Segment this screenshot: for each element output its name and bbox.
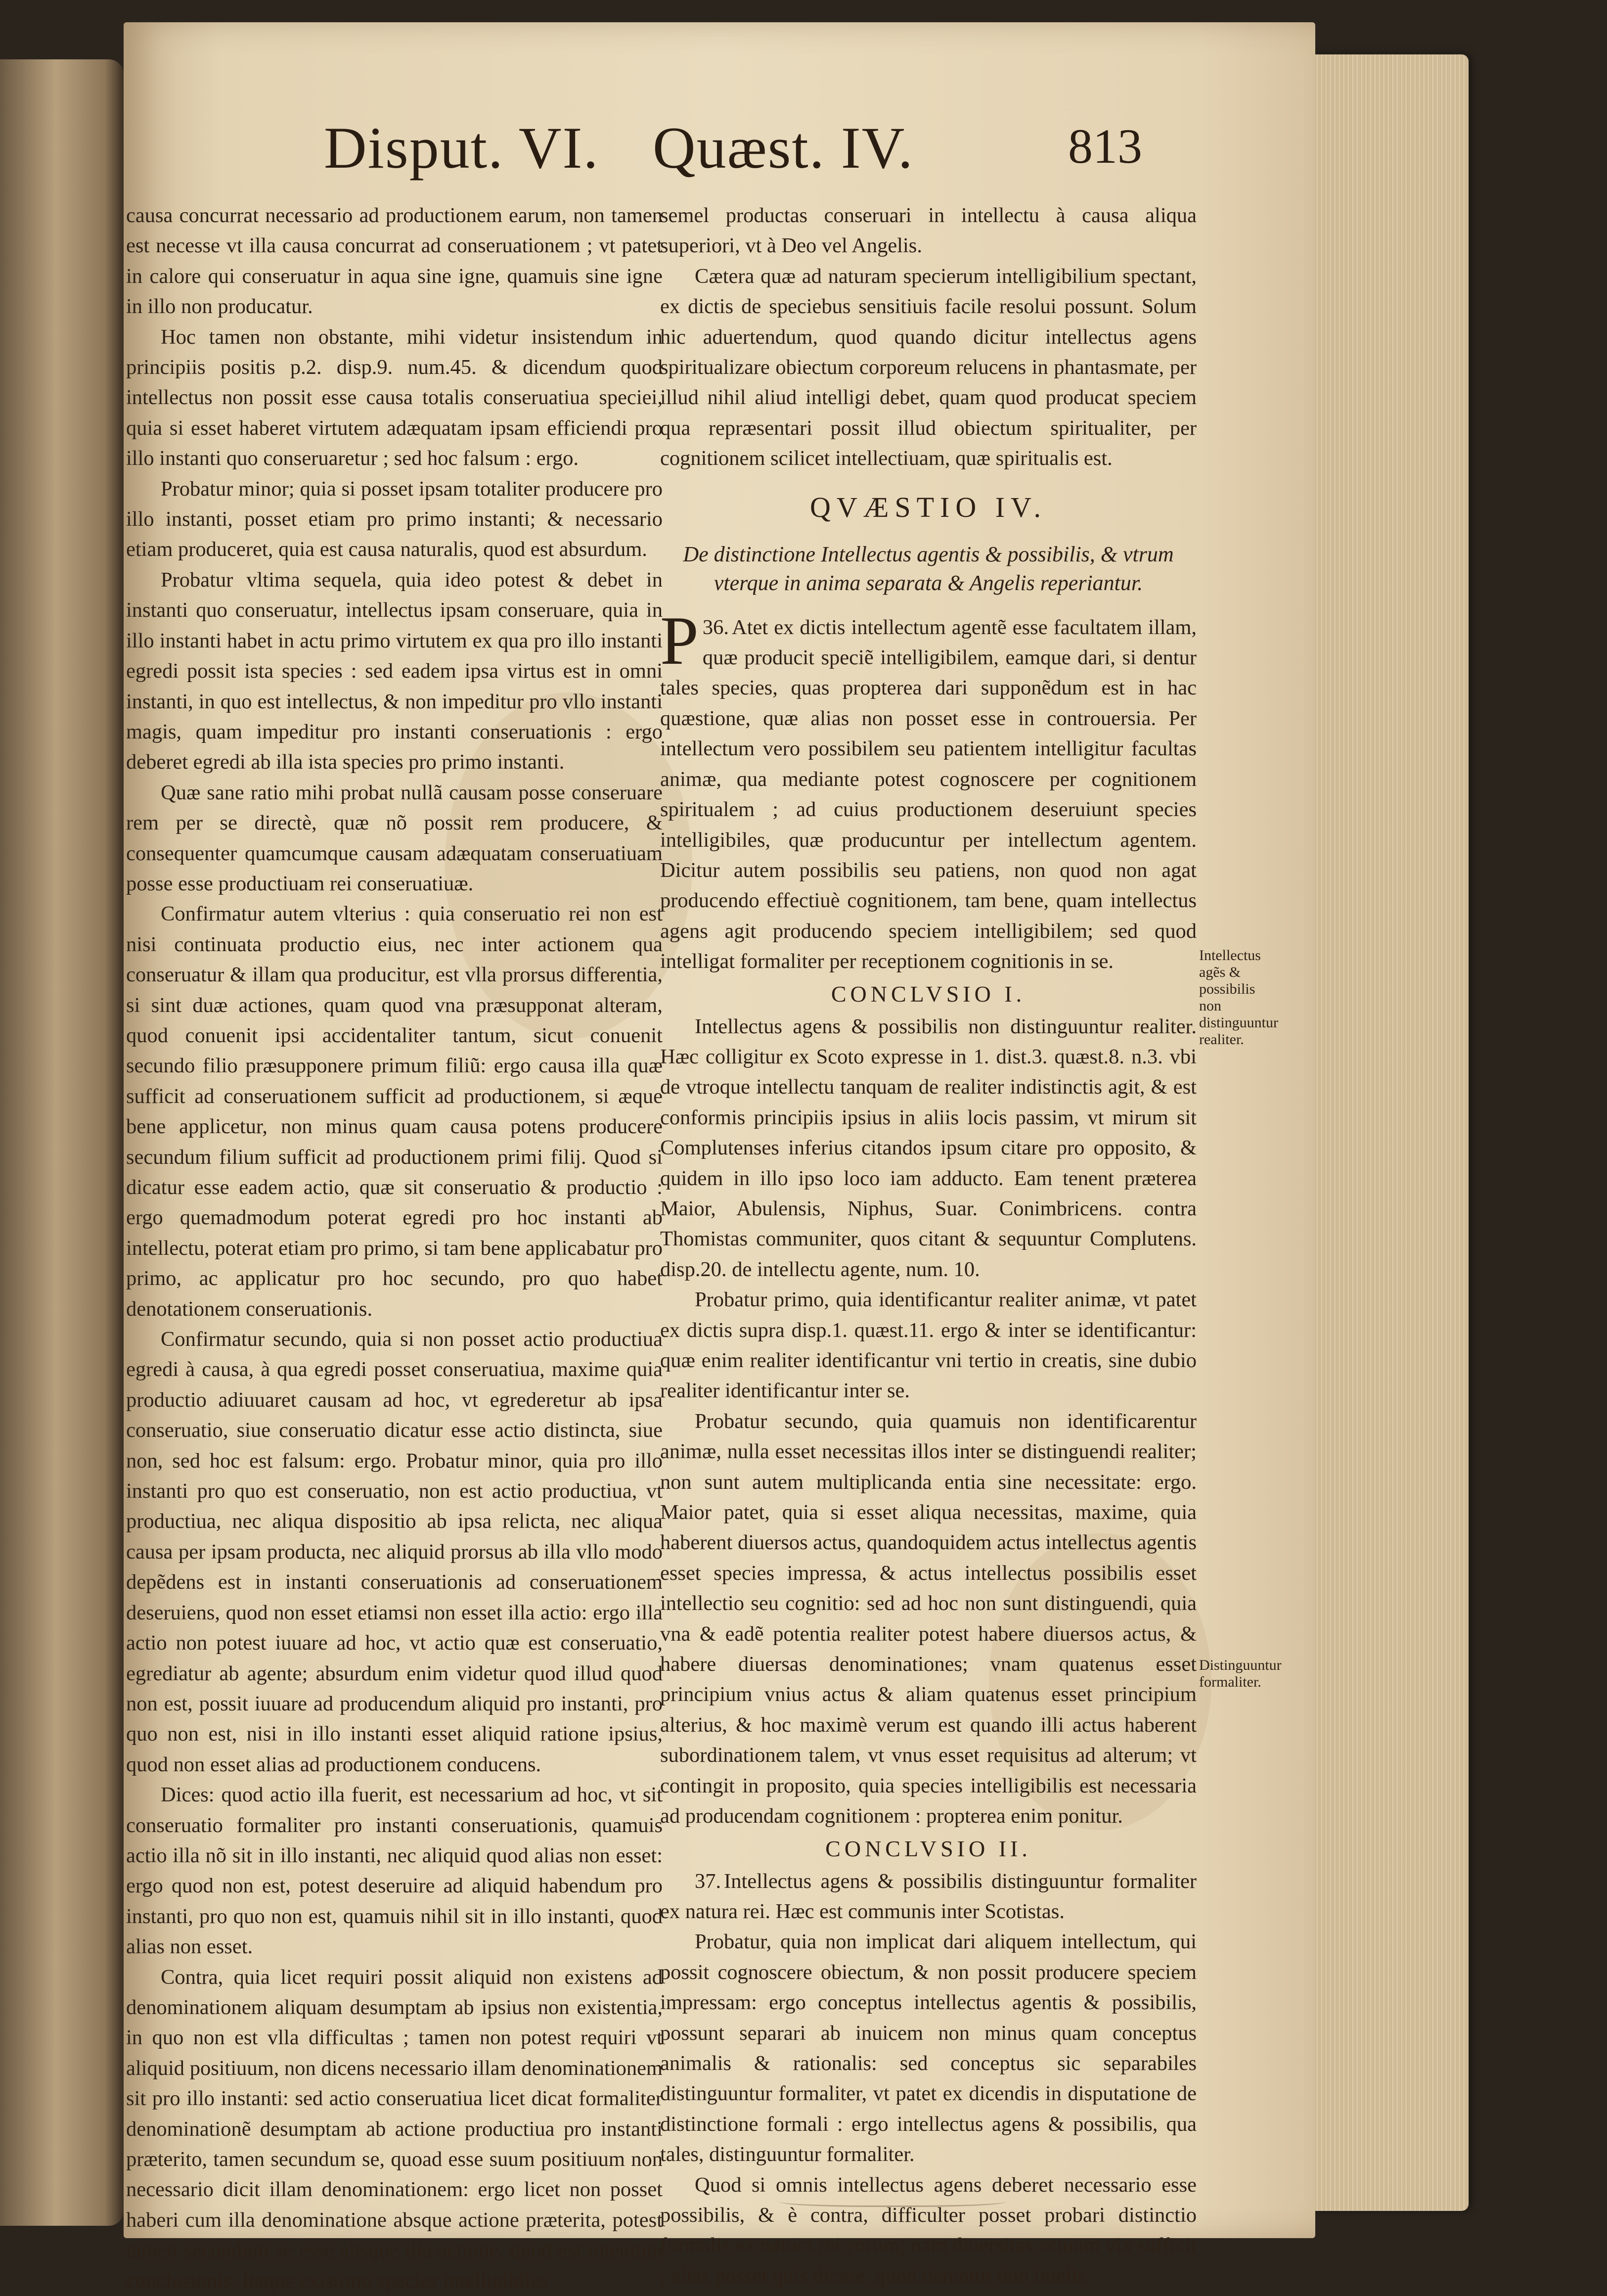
paragraph-number: 36. bbox=[702, 615, 729, 639]
paragraph: Hoc tamen non obstante, mihi videtur insistendum in principiis positis p.2. disp.9. num.45. & dicendum quod intellectus non possit esse causa totalis conseruatiua speciei, quia si esset haberet virtutem adæquatam ipsam efficiendi pro illo instanti quo conseruaretur ; sed hoc falsum : ergo. bbox=[126, 325, 663, 470]
paragraph: Quod si omnis intellectus agens deberet necessario esse possibilis, & è contra, difficulter posset probari distinctio formalis ex natura rei eorum; nam diuersitas actuum vix sufficit ; alias posset quis dicere, quod darentur duo intelle bbox=[660, 2173, 1197, 2288]
paragraph: causa concurrat necessario ad productionem earum, non tamen est necesse vt illa causa concurrat ad conseruationem ; vt patet in calore qui conseruatur in aqua sine igne, quamuis sine igne in illo non producatur. bbox=[126, 204, 663, 319]
paragraph: Probatur, quia non implicat dari aliquem intellectum, qui possit cognoscere obiectum, & non possit producere speciem impressam: ergo conceptus intellectus agentis & possibilis, possunt separari ab inuicem non minus quam conceptus animalis & rationalis: sed conceptus sic separabiles distinguuntur formaliter, vt patet ex dicendis in disputatione de distinctione formali : ergo intellectus agens & possibilis, qua tales, distinguuntur formaliter. bbox=[660, 1930, 1197, 2166]
conclusio-2-title: CONCLVSIO II. bbox=[825, 1836, 1031, 1861]
paragraph: Intellectus agens & possibilis non distinguuntur realiter. Hæc colligitur ex Scoto expresse in 1. dist.3. quæst.8. n.3. vbi de vtroque intellectu tanquam de realiter indistinctis agit, & est conformis principiis ipsius in aliis locis passim, vt mirum sit Complutenses inferius citandos ipsum citare pro opposito, & quidem in illo ipso loco iam adducto. Eam tenent præterea Maior, Abulensis, Niphus, Suar. Conimbricens. contra Thomistas communiter, quos citant & sequuntur Complutens. disp.20. de intellectu agente, num. 10. bbox=[660, 1014, 1197, 1281]
paragraph-36 bbox=[660, 602, 1197, 977]
paragraph: Confirmatur secundo, quia si non posset actio productiua egredi à causa, à qua egredi posset conseruatiua, maxime quia productio adiuuaret causam ad hoc, vt egrederetur ab ipsa conseruatio, siue conseruatio dicatur esse actio distincta, siue non, sed hoc est falsum: ergo. Probatur minor, quia pro illo instanti pro quo est conseruatio, non est actio productiua, vt productiua, nec aliqua dispositio ab ipsa relicta, nec aliqua causa per ipsam producta, nec aliquid prorsus ab illa vllo modo depẽdens est in instanti conseruationis ad conseruationem deseruiens, quod non esset etiamsi non esset illa actio: ergo illa actio non potest iuuare ad hoc, vt actio quæ est conseruatio, egrediatur ab agente; absurdum enim videtur quod illud quod non est, possit iuuare ad producendum aliquid pro instanti, pro quo non est, nisi in illo instanti esset aliquid ratione ipsius, quod non esset alias ad productionem conducens. bbox=[126, 1328, 663, 1776]
running-header bbox=[0, 114, 1607, 188]
paragraph-number: 37. bbox=[695, 1869, 721, 1893]
paragraph-text: Atet ex dictis intellectum agentẽ esse facultatem illam, quæ producit speciẽ intelligibilem, eamque dari, si dentur tales species, quas propterea dari supponẽdum est in hac quæstione, quæ alias non posset esse in controuersia. Per intellectum vero possibilem seu patientem intelligitur facultas animæ, qua mediante potest cognoscere per cognitionem spiritualem ; ad cuius productionem deseruiunt species intelligibiles, quæ producuntur per intellectum agentem. Dicitur autem possibilis seu patiens, non quod non agat producendo effectiuè cognitionem, tam bene, quam intellectus agens agit producendo speciem intelligibilem; sed quod intelligat formaliter per receptionem cognitionis in se. bbox=[660, 615, 1197, 973]
paragraph: Cætera quæ ad naturam specierum intelligibilium spectant, ex dictis de speciebus sensitiuis facile resolui possunt. Solum hic aduertendum, quod quando dicitur intellectus agens spiritualizare obiectum corporeum relucens in phantasmate, per illud nihil aliud intelligi debet, quam quod producat speciem qua repræsentari possit illud obiectum spiritualiter, per cognitionem scilicet intellectiuam, quæ spiritualis est. bbox=[660, 264, 1197, 470]
paragraph: Quæ sane ratio mihi probat nullã causam posse conseruare rem per se directè, quæ nõ possit rem producere, & consequenter quamcumque causam adæquatam conseruatiuam posse esse productiuam rei conseruatiuæ. bbox=[126, 781, 663, 895]
paragraph: Probatur secundo, quia quamuis non identificarentur animæ, nulla esset necessitas illos inter se distinguendi realiter; non sunt autem multiplicanda entia sine necessitate: ergo. Maior patet, quia si esset aliqua necessitas, maxime, quia haberent diuersos actus, quandoquidem actus intellectus agentis esset species impressa, & actus intellectus possibilis esset intellectio seu cognitio: sed ad hoc non sunt distinguendi, quia vna & eadẽ potentia realiter potest habere diuersos actus, & habere diuersas denominationes; vnam quatenus esset principium vnius actus & aliam quatenus esset principium alterius, & hoc maximè verum est quando illi actus haberent subordinationem talem, vt vnus esset requisitus ad alterum; vt contingit in proposito, quia species intelligibilis est necessaria ad producendam cognitionem : propterea enim ponitur. bbox=[660, 1409, 1197, 1828]
question-title: QVÆSTIO IV. bbox=[810, 491, 1047, 523]
left-page-edge bbox=[0, 59, 124, 2226]
margin-note: Distinguuntur formaliter. bbox=[1199, 1657, 1282, 1690]
paragraph-text: Intellectus agens & possibilis distinguuntur formaliter ex natura rei. Hæc est communis inter Scotistas. bbox=[660, 1869, 1197, 1923]
paragraph: Contra, quia licet requiri possit aliquid non existens ad denominationem aliquam desumptam ab ipsius non existentia, in quo non est vlla difficultas ; tamen non potest requiri vt aliquid positiuum, non dicens necessario illam denominationem sit pro illo instanti: sed actio conseruatiua licet dicat formaliter denominationẽ desumptam ab actione productiua pro instanti præterito, tamen secundum se, quoad esse suum positiuum non necessario dicit illam denominationem: ergo licet non posset haberi cum illa denominatione absque actione præterita, potest tamen secundum se esse absque illa actione, quod est intentum conclusionis. Itaque existimo species intelligibiles bbox=[126, 1965, 663, 2293]
margin-note: Intellectus agẽs & possibilis non distinguuntur realiter. bbox=[1199, 947, 1279, 1048]
paragraph: Dices: quod actio illa fuerit, est necessarium ad hoc, vt sit conseruatio formaliter pro instanti conseruationis, quamuis actio illa nõ sit in illo instanti, nec aliquid quod alias non esset: ergo quod non est, potest deseruire ad aliquid habendum pro instanti, pro quo non est, quamuis nihil sit in illo instanti, quod alias non esset. bbox=[126, 1783, 663, 1959]
question-subtitle: De distinctione Intellectus agentis & possibilis, & vtrum vterque in anima separata & Angelis reperiantur. bbox=[683, 542, 1174, 595]
paragraph: Probatur vltima sequela, quia ideo potest & debet in instanti quo conseruatur, intellectus ipsam conseruare, quia in illo instanti habet in actu primo virtutem ex qua pro illo instanti egredi possit ista species : sed eadem ipsa virtus est in omni instanti, in quo est intellectus, & non impeditur pro vllo instanti magis, quam impeditur pro instanti conseruationis : ergo deberet egredi ab illa ista species pro primo instanti. bbox=[126, 568, 663, 774]
paragraph-37 bbox=[660, 1866, 1197, 1927]
handwritten-scribble bbox=[779, 2194, 1006, 2207]
paragraph: Probatur primo, quia identificantur realiter animæ, vt patet ex dictis supra disp.1. quæst.11. ergo & inter se identificantur: quæ enim realiter identificantur vni tertio in creatis, sine dubio realiter identificantur inter se. bbox=[660, 1288, 1197, 1403]
paragraph: Confirmatur autem vlterius : quia conseruatio rei non est nisi continuata productio eius, nec inter actionem qua conseruatur & illam qua producitur, est vlla prorsus differentia, si sint duæ actiones, quam quod vna præsupponat alteram, quod conuenit ipsi accidentaliter tantum, sicut conuenit secundo filio præsupponere primum filiũ: ergo causa illa quæ sufficit ad conseruationem sufficit ad productionem, si æque bene applicetur, non minus quam causa potens producere secundum filium sufficit ad productionem primi filij. Quod si dicatur esse eadem actio, quæ sit conseruatio & productio : ergo quemadmodum poterat egredi pro hoc instanti ab intellectu, poterat etiam pro primo, si tam bene applicabatur pro primo, ac applicatur pro hoc secundo, pro quo habet denotationem conseruationis. bbox=[126, 902, 663, 1321]
page-number: 813 bbox=[1068, 119, 1142, 174]
paragraph: semel productas conseruari in intellectu à causa aliqua superiori, vt à Deo vel Angelis. bbox=[660, 204, 1197, 258]
header-question: Quæst. IV. bbox=[653, 115, 914, 181]
right-page-stack bbox=[1305, 54, 1469, 2211]
left-column bbox=[126, 200, 663, 2296]
header-disputation: Disput. VI. bbox=[324, 115, 599, 181]
paragraph: Probatur minor; quia si posset ipsam totaliter producere pro illo instanti, posset etiam pro primo instanti; & necessario etiam produceret, quia est causa naturalis, quod est absurdum. bbox=[126, 477, 663, 561]
conclusio-1-title: CONCLVSIO I. bbox=[831, 981, 1026, 1007]
drop-cap: P bbox=[660, 602, 699, 679]
right-column bbox=[660, 200, 1197, 2291]
